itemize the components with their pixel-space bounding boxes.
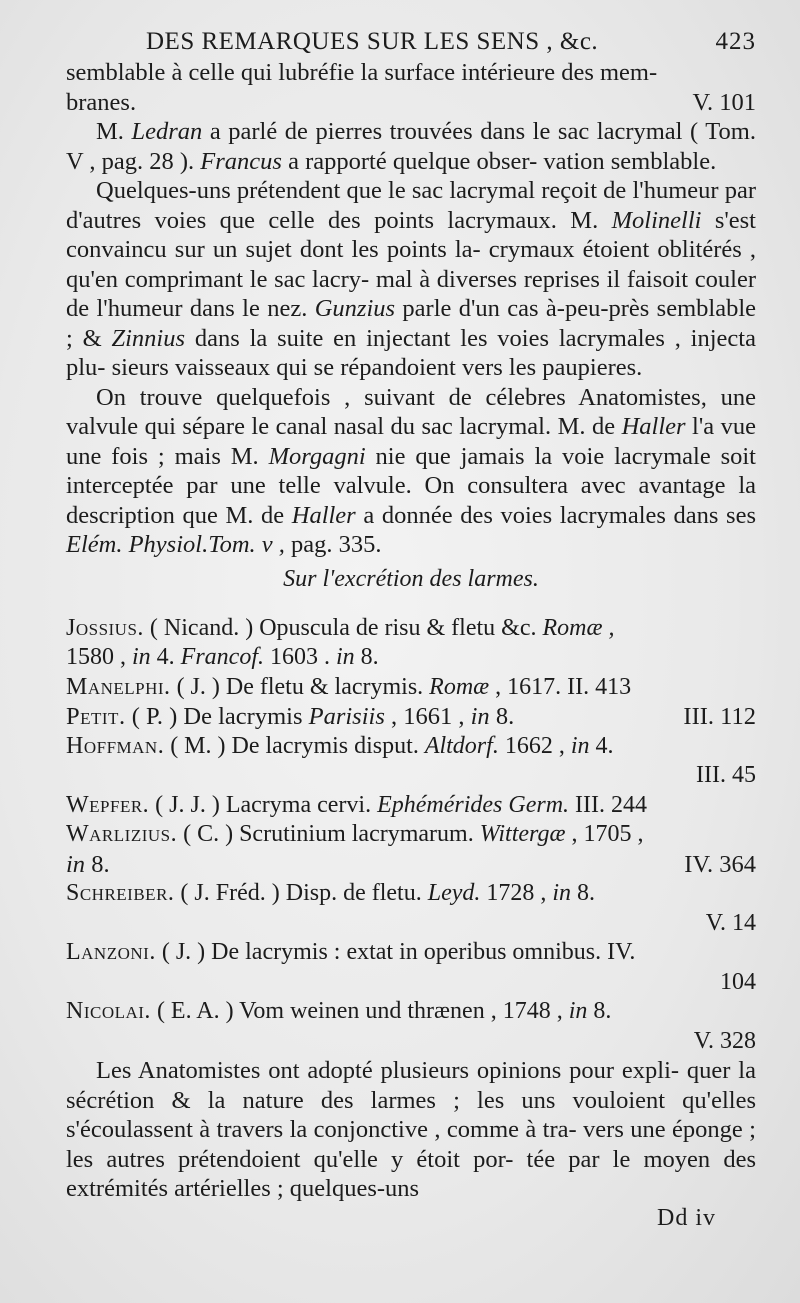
entry-reference: III. 45 xyxy=(696,762,756,788)
entry-format: in xyxy=(552,880,572,906)
entry-place: Romæ xyxy=(429,673,490,700)
entry-reference: IV. 364 xyxy=(684,850,756,878)
signature-mark: Dd iv xyxy=(657,1204,716,1231)
entry-place: Parisiis xyxy=(308,703,385,730)
entry-author: Lanzoni. xyxy=(66,939,156,965)
entry-format: in xyxy=(570,732,590,759)
entry-author: Schreiber. xyxy=(66,880,175,906)
text: a rapporté quelque obser- vation semblable. xyxy=(281,147,717,175)
paragraph-1-line-1: semblable à celle qui lubréfie la surface intérieure des mem- xyxy=(66,59,658,86)
entry-text: , 1617. II. 413 xyxy=(489,673,632,700)
entry-text: 8. xyxy=(354,644,379,670)
entry-text: ( J. Fréd. ) Disp. de fletu. xyxy=(174,880,428,906)
entry-author: Hoffman. xyxy=(66,732,165,759)
author-name: Francus xyxy=(200,147,282,175)
entry-text: III. 244 xyxy=(569,791,648,818)
entry-text: 1580 , xyxy=(66,644,132,670)
text: pag. 335. xyxy=(284,531,382,558)
entry-reference: V. 14 xyxy=(705,909,756,936)
text: parle d'un cas à-peu-près semblable ; & xyxy=(66,295,757,352)
entry-author: Warlizius. xyxy=(66,821,178,847)
author-name: Zinnius xyxy=(111,324,186,352)
paragraph-1-reference: V. 101 xyxy=(692,88,756,116)
entry-text: 1662 , xyxy=(498,732,571,759)
bibliography-entry-nicolai xyxy=(66,997,756,1056)
entry-text: 8. xyxy=(571,880,596,906)
running-header xyxy=(146,28,756,56)
text: a donnée des voies lacrymales dans ses xyxy=(355,501,756,529)
entry-author: Manelphi. xyxy=(66,673,171,700)
text: dans la suite en injectant les voies lacrymales , injecta plu- sieurs vaisseaux qui se répandoient vers les paupieres. xyxy=(66,324,756,381)
entry-format: in xyxy=(66,850,86,878)
entry-author: Wepfer. xyxy=(66,791,150,818)
entry-place: Francof. xyxy=(180,644,264,670)
bibliography-entry-hoffman xyxy=(66,732,756,791)
bibliography-entry-manelphi xyxy=(66,673,756,703)
paragraph-2 xyxy=(66,117,756,176)
entry-text: 4. xyxy=(589,732,614,759)
entry-reference: 104 xyxy=(720,968,756,995)
author-name: Morgagni xyxy=(268,442,366,470)
entry-text: ( J. J. ) Lacryma cervi. xyxy=(149,791,378,818)
entry-format: in xyxy=(568,998,588,1024)
text: a parlé de pierres trouvées dans le sac lacrymal ( Tom. V , pag. 28 ). xyxy=(66,118,756,175)
entry-text: 4. xyxy=(150,644,181,670)
entry-author: Petit. xyxy=(66,703,126,730)
entry-text: ( C. ) Scrutinium lacrymarum. xyxy=(177,821,480,847)
text: M. xyxy=(96,118,132,145)
text: nie que jamais la voie lacrymale soit interceptée par une telle valvule. On consultera avec avantage la description que M. de xyxy=(66,442,756,529)
entry-place: Altdorf. xyxy=(424,732,499,759)
entry-reference: III. 112 xyxy=(683,703,756,730)
paragraph-4 xyxy=(66,383,756,560)
entry-text: 8. xyxy=(489,703,515,730)
entry-author: Nicolai. xyxy=(66,998,151,1024)
entry-text: ( P. ) De lacrymis xyxy=(125,703,309,730)
text: On trouve quelquefois , suivant de célebres Anatomistes, une valvule qui sépare le canal nasal du sac lacrymal. M. de xyxy=(66,383,756,440)
entry-text: ( E. A. ) Vom weinen und thrænen , 1748 , xyxy=(150,998,569,1024)
entry-format: in xyxy=(132,644,151,670)
entry-text: 8. xyxy=(85,850,110,878)
bibliography xyxy=(66,614,756,1057)
entry-place: Ephémérides Germ. xyxy=(377,791,570,818)
bibliography-entry-lanzoni xyxy=(66,938,756,997)
text: s'est convaincu sur un sujet dont les points la- crymaux étoient oblitérés , qu'en comprimant le sac lacry- mal à diverses reprises il faisoit couler de l'humeur dans le nez. xyxy=(66,206,756,322)
entry-text: ( Nicand. ) Opuscula de risu & fletu &c. xyxy=(143,614,543,641)
section-heading: Sur l'excrétion des larmes. xyxy=(283,565,539,592)
entry-author: Jossius. xyxy=(66,614,144,641)
bibliography-entry-wepfer xyxy=(66,791,756,821)
entry-text: ( J. ) De fletu & lacrymis. xyxy=(170,673,430,700)
author-name: Gunzius xyxy=(314,295,396,322)
paragraph-5: Les Anatomistes ont adopté plusieurs opinions pour expli- quer la sécrétion & la nature des larmes ; les uns vouloient qu'elles s'écoulassent à travers la conjonctive , comme à tra- vers une éponge ; les autres prétendoient qu'elle y étoit por- tée par le moyen des extrémités artérielles ; quelques-uns xyxy=(66,1057,756,1202)
paragraph-1-line-2 xyxy=(66,88,756,118)
entry-place: Romæ , xyxy=(542,614,615,641)
running-title: DES REMARQUES SUR LES SENS , &c. xyxy=(146,28,599,55)
entry-text: 1603 . xyxy=(264,644,336,670)
bibliography-entry-petit xyxy=(66,702,756,732)
entry-format: in xyxy=(336,644,355,670)
paragraph-3 xyxy=(66,176,756,383)
entry-text: ( M. ) De lacrymis disput. xyxy=(164,732,425,759)
entry-format: in xyxy=(470,703,490,730)
work-title: Elém. Physiol.Tom. v , xyxy=(66,531,285,558)
author-name: Haller xyxy=(621,413,686,440)
text: Quelques-uns prétendent que le sac lacrymal reçoit de l'humeur par d'autres voies que celle des points lacrymaux. M. xyxy=(66,177,756,234)
entry-text: 8. xyxy=(587,998,612,1024)
entry-text: ( J. ) De lacrymis : extat in operibus omnibus. IV. xyxy=(155,939,636,965)
bibliography-entry-jossius xyxy=(66,614,756,673)
author-name: Molinelli xyxy=(611,206,702,234)
bibliography-entry-schreiber xyxy=(66,879,756,938)
author-name: Ledran xyxy=(131,118,203,145)
entry-text: 1728 , xyxy=(480,880,553,906)
entry-place: Leyd. xyxy=(427,880,481,906)
entry-place: Wittergæ xyxy=(479,821,566,847)
entry-text: , 1705 , xyxy=(565,821,644,847)
paragraph-1-end: branes. xyxy=(66,88,137,116)
text: l'a vue une fois ; mais M. xyxy=(66,413,756,470)
bibliography-entry-warlizius xyxy=(66,820,756,879)
entry-text: , 1661 , xyxy=(384,703,471,730)
author-name: Haller xyxy=(291,501,356,529)
entry-reference: V. 328 xyxy=(693,1027,756,1054)
page-number: 423 xyxy=(715,28,756,55)
paragraph-1 xyxy=(66,58,756,88)
